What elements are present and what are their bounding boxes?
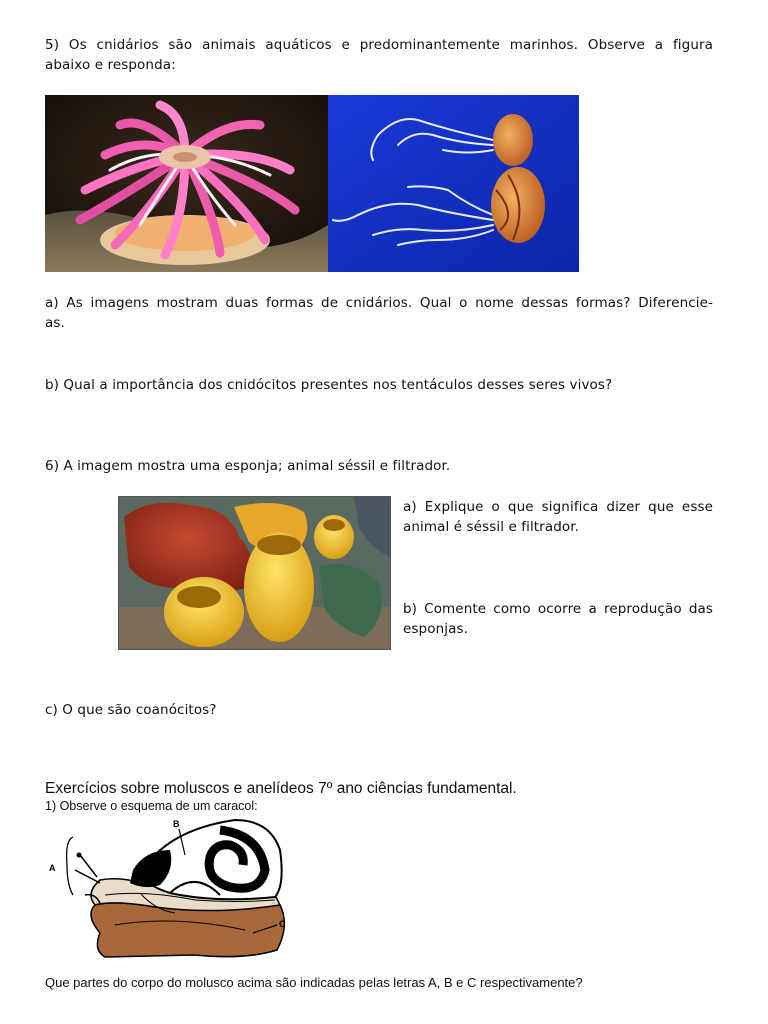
q5-line2: abaixo e responda: xyxy=(45,57,176,73)
q5b: b) Qual a importância dos cnidócitos presentes nos tentáculos desses seres vivos? xyxy=(45,377,613,393)
label-a: A xyxy=(49,863,56,873)
q1-instruction: 1) Observe o esquema de um caracol: xyxy=(45,799,258,813)
sponge-image xyxy=(118,496,391,650)
snail-diagram xyxy=(45,815,295,960)
q5a-line2: as. xyxy=(45,315,65,331)
q6a-line1: a) Explique o que significa dizer que esse xyxy=(403,499,713,515)
q6a-line2: animal é séssil e filtrador. xyxy=(403,519,580,535)
label-b: B xyxy=(173,819,180,829)
q6b-line2: esponjas. xyxy=(403,621,468,637)
section-heading: Exercícios sobre moluscos e anelídeos 7º ano ciências fundamental. xyxy=(45,780,517,797)
final-question: Que partes do corpo do molusco acima são indicadas pelas letras A, B e C respectivamente? xyxy=(45,975,583,990)
q5a-line1: a) As imagens mostram duas formas de cnidários. Qual o nome dessas formas? Diferencie- xyxy=(45,295,713,311)
q5-line1: 5) Os cnidários são animais aquáticos e predominantemente marinhos. Observe a figura xyxy=(45,37,713,53)
q6b-line1: b) Comente como ocorre a reprodução das xyxy=(403,601,713,617)
label-c: C xyxy=(279,919,286,929)
q6c: c) O que são coanócitos? xyxy=(45,702,217,718)
sea-anemone-image xyxy=(45,95,328,272)
q6-intro: 6) A imagem mostra uma esponja; animal séssil e filtrador. xyxy=(45,458,451,474)
jellyfish-image xyxy=(328,95,579,272)
